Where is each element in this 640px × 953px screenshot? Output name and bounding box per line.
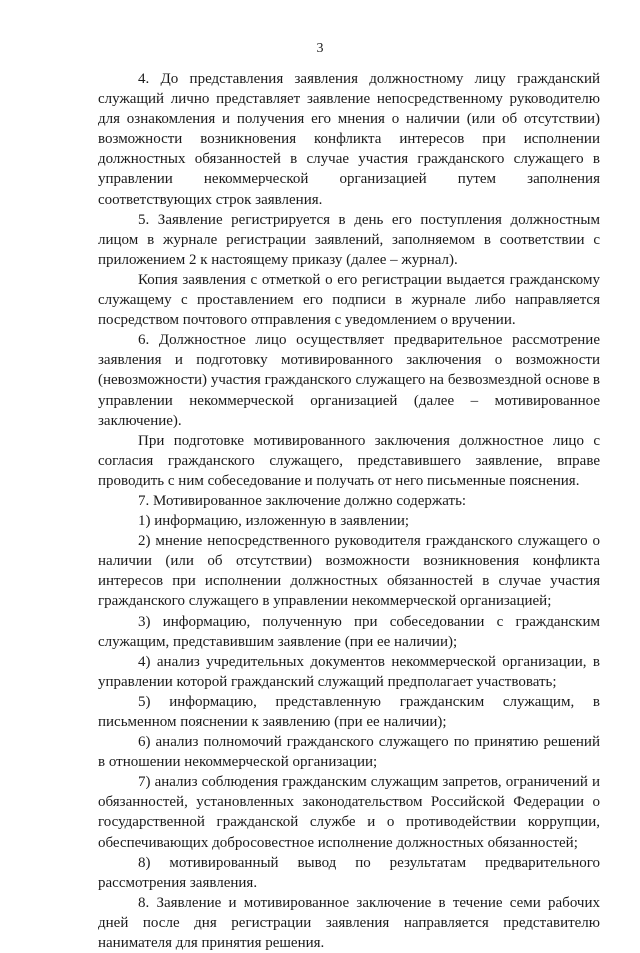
list-item-6: 6) анализ полномочий гражданского служащего по принятию решений в отношении некоммерческой организации; [98,734,600,771]
list-item-7: 7) анализ соблюдения гражданским служащим запретов, ограничений и обязанностей, установленных законодательством Российской Федерации о государственной гражданской службе и о противодействии коррупции, обеспечивающих добросовестное исполнение должностных обязанностей; [98,774,600,851]
list-item-3: 3) информацию, полученную при собеседовании с гражданским служащим, представившим заявление (при ее наличии); [98,613,600,650]
paragraph-item-4: 4. До представления заявления должностному лицу гражданский служащий лично представляет заявление непосредственному руководителю для ознакомления и получения его мнения о наличии (или об отсутствии) возможности возникновения конфликта интересов при исполнении должностных обязанностей в случае участия гражданского служащего в управлении некоммерческой организацией путем заполнения соответствующих строк заявления. [98,71,600,208]
paragraph-item-7: 7. Мотивированное заключение должно содержать: [138,492,467,509]
list-item-8: 8) мотивированный вывод по результатам предварительного рассмотрения заявления. [98,854,600,891]
page-number: 3 [316,41,324,56]
list-item-4: 4) анализ учредительных документов некоммерческой организации, в управлении которой гражданский служащий предполагает участвовать; [98,653,600,690]
document-body [98,69,600,953]
paragraph-item-5: 5. Заявление регистрируется в день его поступления должностным лицом в журнале регистрации заявлений, заполняемом в соответствии с приложением 2 к настоящему приказу (далее – журнал). [98,211,600,268]
paragraph-copy-registration: Копия заявления с отметкой о его регистрации выдается гражданскому служащему с проставлением его подписи в журнале либо направляется посредством почтового отправления с уведомлением о вручении. [98,271,600,329]
list-item-2: 2) мнение непосредственного руководителя гражданского служащего о наличии (или об отсутствии) возможности возникновения конфликта интересов при исполнении должностных обязанностей в случае участия гражданского служащего в управлении некоммерческой организацией; [98,533,600,610]
list-item-5: 5) информацию, представленную гражданским служащим, в письменном пояснении к заявлению (при ее наличии); [98,693,600,730]
paragraph-interview: При подготовке мотивированного заключения должностное лицо с согласия гражданского служащего, представившего заявление, вправе проводить с ним собеседование и получать от него письменные пояснения. [98,432,600,489]
list-item-1: 1) информацию, изложенную в заявлении; [138,513,410,530]
paragraph-item-6: 6. Должностное лицо осуществляет предварительное рассмотрение заявления и подготовку мотивированного заключения о возможности (невозможности) участия гражданского служащего на безвозмездной основе в управлении некоммерческой организацией (далее – мотивированное заключение). [98,332,600,429]
paragraph-item-8: 8. Заявление и мотивированное заключение в течение семи рабочих дней после дня регистрации заявления направляется представителю нанимателя для принятия решения. [98,894,600,952]
